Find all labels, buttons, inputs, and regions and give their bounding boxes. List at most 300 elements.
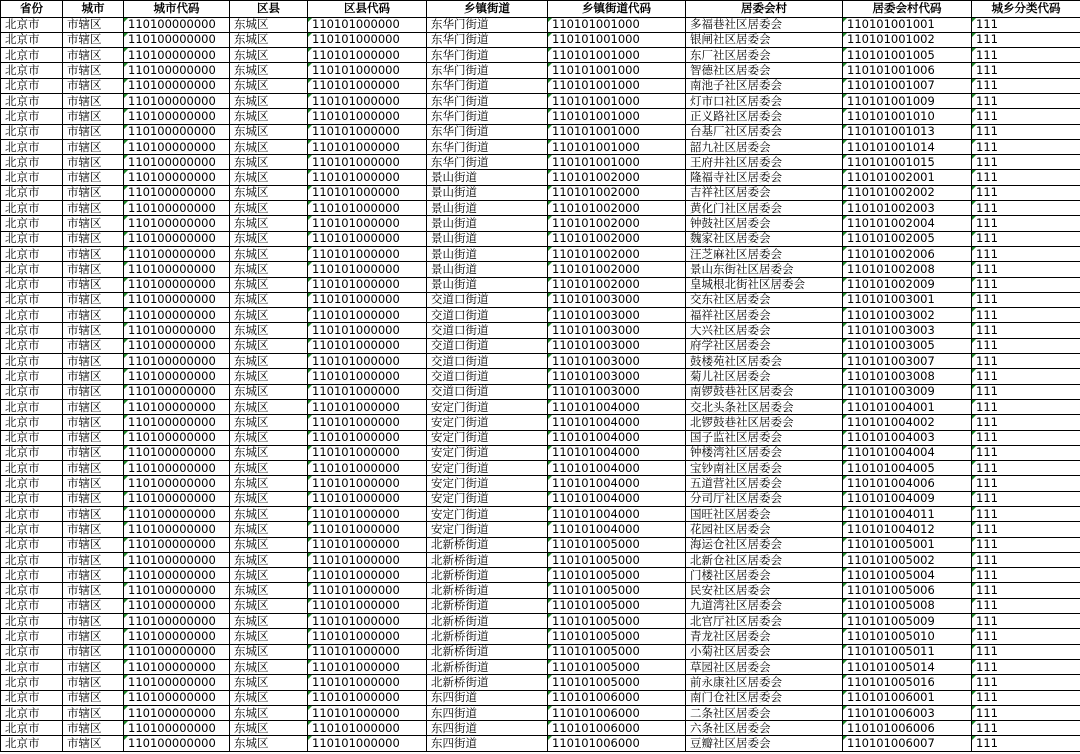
cell-city[interactable]: 市辖区: [63, 568, 124, 583]
cell-province[interactable]: 北京市: [1, 491, 63, 506]
cell-city[interactable]: 市辖区: [63, 262, 124, 277]
cell-province[interactable]: 北京市: [1, 292, 63, 307]
cell-town-code[interactable]: 110101002000: [548, 216, 686, 231]
cell-city[interactable]: 市辖区: [63, 430, 124, 445]
cell-district[interactable]: 东城区: [230, 690, 308, 705]
cell-district-code[interactable]: 110101000000: [308, 614, 427, 629]
cell-community[interactable]: 分司厅社区居委会: [686, 491, 843, 506]
cell-city-code[interactable]: 110100000000: [124, 537, 230, 552]
cell-community-code[interactable]: 110101001002: [843, 32, 972, 47]
cell-town-code[interactable]: 110101002000: [548, 277, 686, 292]
cell-district-code[interactable]: 110101000000: [308, 705, 427, 720]
cell-province[interactable]: 北京市: [1, 399, 63, 414]
cell-town[interactable]: 交道口街道: [427, 323, 548, 338]
cell-city-code[interactable]: 110100000000: [124, 415, 230, 430]
cell-community-code[interactable]: 110101002006: [843, 246, 972, 261]
cell-town[interactable]: 东四街道: [427, 736, 548, 751]
cell-district-code[interactable]: 110101000000: [308, 308, 427, 323]
cell-community[interactable]: 青龙社区居委会: [686, 629, 843, 644]
cell-community[interactable]: 多福巷社区居委会: [686, 17, 843, 32]
cell-community[interactable]: 五道营社区居委会: [686, 476, 843, 491]
cell-city[interactable]: 市辖区: [63, 246, 124, 261]
cell-city-code[interactable]: 110100000000: [124, 216, 230, 231]
cell-district[interactable]: 东城区: [230, 48, 308, 63]
cell-district[interactable]: 东城区: [230, 231, 308, 246]
cell-community[interactable]: 黄化门社区居委会: [686, 201, 843, 216]
cell-town[interactable]: 安定门街道: [427, 399, 548, 414]
cell-district[interactable]: 东城区: [230, 644, 308, 659]
cell-district-code[interactable]: 110101000000: [308, 201, 427, 216]
cell-town-code[interactable]: 110101001000: [548, 155, 686, 170]
cell-urban-rural-code[interactable]: 111: [972, 262, 1080, 277]
cell-province[interactable]: 北京市: [1, 614, 63, 629]
header-community[interactable]: 居委会村: [686, 1, 843, 18]
cell-urban-rural-code[interactable]: 111: [972, 216, 1080, 231]
cell-town-code[interactable]: 110101001000: [548, 78, 686, 93]
cell-community-code[interactable]: 110101001014: [843, 139, 972, 154]
cell-city-code[interactable]: 110100000000: [124, 644, 230, 659]
cell-city[interactable]: 市辖区: [63, 48, 124, 63]
cell-city[interactable]: 市辖区: [63, 705, 124, 720]
cell-town-code[interactable]: 110101002000: [548, 170, 686, 185]
cell-city-code[interactable]: 110100000000: [124, 568, 230, 583]
cell-community-code[interactable]: 110101003007: [843, 354, 972, 369]
cell-town-code[interactable]: 110101005000: [548, 537, 686, 552]
cell-urban-rural-code[interactable]: 111: [972, 476, 1080, 491]
cell-community[interactable]: 小菊社区居委会: [686, 644, 843, 659]
cell-city[interactable]: 市辖区: [63, 675, 124, 690]
cell-city[interactable]: 市辖区: [63, 629, 124, 644]
cell-province[interactable]: 北京市: [1, 705, 63, 720]
cell-community[interactable]: 隆福寺社区居委会: [686, 170, 843, 185]
cell-urban-rural-code[interactable]: 111: [972, 598, 1080, 613]
cell-community[interactable]: 北官厅社区居委会: [686, 614, 843, 629]
cell-community-code[interactable]: 110101001010: [843, 109, 972, 124]
cell-district[interactable]: 东城区: [230, 354, 308, 369]
cell-city-code[interactable]: 110100000000: [124, 246, 230, 261]
cell-urban-rural-code[interactable]: 111: [972, 93, 1080, 108]
cell-district[interactable]: 东城区: [230, 552, 308, 567]
cell-urban-rural-code[interactable]: 111: [972, 32, 1080, 47]
cell-city-code[interactable]: 110100000000: [124, 445, 230, 460]
cell-province[interactable]: 北京市: [1, 507, 63, 522]
cell-district-code[interactable]: 110101000000: [308, 338, 427, 353]
cell-community[interactable]: 皇城根北街社区居委会: [686, 277, 843, 292]
cell-town-code[interactable]: 110101005000: [548, 644, 686, 659]
cell-city-code[interactable]: 110100000000: [124, 308, 230, 323]
cell-urban-rural-code[interactable]: 111: [972, 430, 1080, 445]
cell-town-code[interactable]: 110101001000: [548, 63, 686, 78]
cell-district[interactable]: 东城区: [230, 675, 308, 690]
cell-city-code[interactable]: 110100000000: [124, 185, 230, 200]
cell-province[interactable]: 北京市: [1, 552, 63, 567]
cell-district[interactable]: 东城区: [230, 292, 308, 307]
cell-city-code[interactable]: 110100000000: [124, 78, 230, 93]
cell-city-code[interactable]: 110100000000: [124, 262, 230, 277]
cell-district-code[interactable]: 110101000000: [308, 690, 427, 705]
cell-city[interactable]: 市辖区: [63, 201, 124, 216]
cell-province[interactable]: 北京市: [1, 445, 63, 460]
cell-community[interactable]: 九道湾社区居委会: [686, 598, 843, 613]
cell-city[interactable]: 市辖区: [63, 323, 124, 338]
cell-town[interactable]: 东四街道: [427, 690, 548, 705]
cell-community-code[interactable]: 110101005010: [843, 629, 972, 644]
cell-district-code[interactable]: 110101000000: [308, 78, 427, 93]
cell-city[interactable]: 市辖区: [63, 384, 124, 399]
cell-town[interactable]: 北新桥街道: [427, 568, 548, 583]
cell-urban-rural-code[interactable]: 111: [972, 170, 1080, 185]
cell-community-code[interactable]: 110101005011: [843, 644, 972, 659]
cell-urban-rural-code[interactable]: 111: [972, 124, 1080, 139]
cell-city[interactable]: 市辖区: [63, 721, 124, 736]
cell-province[interactable]: 北京市: [1, 568, 63, 583]
cell-city-code[interactable]: 110100000000: [124, 721, 230, 736]
cell-community-code[interactable]: 110101005008: [843, 598, 972, 613]
cell-town[interactable]: 东华门街道: [427, 109, 548, 124]
cell-town-code[interactable]: 110101002000: [548, 231, 686, 246]
cell-town[interactable]: 景山街道: [427, 201, 548, 216]
cell-district-code[interactable]: 110101000000: [308, 659, 427, 674]
cell-city-code[interactable]: 110100000000: [124, 170, 230, 185]
cell-community-code[interactable]: 110101005014: [843, 659, 972, 674]
cell-city-code[interactable]: 110100000000: [124, 583, 230, 598]
cell-town-code[interactable]: 110101004000: [548, 445, 686, 460]
cell-community-code[interactable]: 110101001005: [843, 48, 972, 63]
cell-district-code[interactable]: 110101000000: [308, 323, 427, 338]
cell-district[interactable]: 东城区: [230, 491, 308, 506]
cell-town[interactable]: 景山街道: [427, 170, 548, 185]
cell-town-code[interactable]: 110101001000: [548, 93, 686, 108]
cell-community-code[interactable]: 110101005016: [843, 675, 972, 690]
cell-town[interactable]: 东四街道: [427, 721, 548, 736]
cell-city[interactable]: 市辖区: [63, 507, 124, 522]
cell-town-code[interactable]: 110101002000: [548, 201, 686, 216]
cell-town-code[interactable]: 110101005000: [548, 583, 686, 598]
cell-province[interactable]: 北京市: [1, 476, 63, 491]
cell-urban-rural-code[interactable]: 111: [972, 721, 1080, 736]
cell-urban-rural-code[interactable]: 111: [972, 568, 1080, 583]
cell-town[interactable]: 景山街道: [427, 262, 548, 277]
cell-town-code[interactable]: 110101005000: [548, 629, 686, 644]
cell-city[interactable]: 市辖区: [63, 369, 124, 384]
cell-town[interactable]: 东华门街道: [427, 63, 548, 78]
cell-urban-rural-code[interactable]: 111: [972, 277, 1080, 292]
cell-province[interactable]: 北京市: [1, 216, 63, 231]
cell-district-code[interactable]: 110101000000: [308, 384, 427, 399]
cell-community-code[interactable]: 110101002004: [843, 216, 972, 231]
cell-city[interactable]: 市辖区: [63, 109, 124, 124]
cell-community[interactable]: 海运仓社区居委会: [686, 537, 843, 552]
cell-urban-rural-code[interactable]: 111: [972, 659, 1080, 674]
cell-town[interactable]: 安定门街道: [427, 491, 548, 506]
header-town-code[interactable]: 乡镇街道代码: [548, 1, 686, 18]
cell-district[interactable]: 东城区: [230, 736, 308, 751]
cell-city[interactable]: 市辖区: [63, 63, 124, 78]
cell-town-code[interactable]: 110101003000: [548, 323, 686, 338]
cell-community[interactable]: 六条社区居委会: [686, 721, 843, 736]
cell-city[interactable]: 市辖区: [63, 476, 124, 491]
cell-town-code[interactable]: 110101003000: [548, 308, 686, 323]
cell-town[interactable]: 北新桥街道: [427, 537, 548, 552]
cell-town-code[interactable]: 110101006000: [548, 705, 686, 720]
cell-province[interactable]: 北京市: [1, 644, 63, 659]
cell-town-code[interactable]: 110101006000: [548, 721, 686, 736]
cell-city[interactable]: 市辖区: [63, 522, 124, 537]
cell-town-code[interactable]: 110101004000: [548, 461, 686, 476]
cell-community[interactable]: 正义路社区居委会: [686, 109, 843, 124]
cell-community-code[interactable]: 110101001007: [843, 78, 972, 93]
cell-urban-rural-code[interactable]: 111: [972, 507, 1080, 522]
cell-urban-rural-code[interactable]: 111: [972, 384, 1080, 399]
cell-city[interactable]: 市辖区: [63, 736, 124, 751]
cell-community-code[interactable]: 110101003002: [843, 308, 972, 323]
cell-town-code[interactable]: 110101003000: [548, 369, 686, 384]
cell-community[interactable]: 魏家社区居委会: [686, 231, 843, 246]
cell-city-code[interactable]: 110100000000: [124, 48, 230, 63]
cell-town-code[interactable]: 110101002000: [548, 185, 686, 200]
cell-province[interactable]: 北京市: [1, 170, 63, 185]
cell-province[interactable]: 北京市: [1, 32, 63, 47]
cell-town-code[interactable]: 110101004000: [548, 399, 686, 414]
cell-community-code[interactable]: 110101002002: [843, 185, 972, 200]
cell-community[interactable]: 台基厂社区居委会: [686, 124, 843, 139]
cell-city-code[interactable]: 110100000000: [124, 17, 230, 32]
cell-city[interactable]: 市辖区: [63, 277, 124, 292]
cell-province[interactable]: 北京市: [1, 461, 63, 476]
cell-town[interactable]: 安定门街道: [427, 522, 548, 537]
cell-province[interactable]: 北京市: [1, 598, 63, 613]
cell-town[interactable]: 交道口街道: [427, 292, 548, 307]
cell-community-code[interactable]: 110101005004: [843, 568, 972, 583]
cell-province[interactable]: 北京市: [1, 246, 63, 261]
cell-district-code[interactable]: 110101000000: [308, 155, 427, 170]
cell-urban-rural-code[interactable]: 111: [972, 736, 1080, 751]
cell-town-code[interactable]: 110101004000: [548, 415, 686, 430]
cell-town[interactable]: 交道口街道: [427, 308, 548, 323]
cell-town-code[interactable]: 110101005000: [548, 675, 686, 690]
cell-town[interactable]: 景山街道: [427, 231, 548, 246]
cell-town-code[interactable]: 110101001000: [548, 124, 686, 139]
cell-city[interactable]: 市辖区: [63, 139, 124, 154]
cell-district[interactable]: 东城区: [230, 461, 308, 476]
cell-community-code[interactable]: 110101005002: [843, 552, 972, 567]
cell-town[interactable]: 安定门街道: [427, 430, 548, 445]
cell-urban-rural-code[interactable]: 111: [972, 323, 1080, 338]
cell-community[interactable]: 景山东街社区居委会: [686, 262, 843, 277]
cell-city-code[interactable]: 110100000000: [124, 690, 230, 705]
cell-district-code[interactable]: 110101000000: [308, 445, 427, 460]
cell-district-code[interactable]: 110101000000: [308, 216, 427, 231]
cell-district[interactable]: 东城区: [230, 78, 308, 93]
cell-district[interactable]: 东城区: [230, 201, 308, 216]
cell-city-code[interactable]: 110100000000: [124, 369, 230, 384]
cell-district-code[interactable]: 110101000000: [308, 63, 427, 78]
cell-city[interactable]: 市辖区: [63, 552, 124, 567]
cell-urban-rural-code[interactable]: 111: [972, 246, 1080, 261]
cell-urban-rural-code[interactable]: 111: [972, 491, 1080, 506]
cell-province[interactable]: 北京市: [1, 323, 63, 338]
cell-province[interactable]: 北京市: [1, 201, 63, 216]
cell-province[interactable]: 北京市: [1, 185, 63, 200]
cell-urban-rural-code[interactable]: 111: [972, 17, 1080, 32]
cell-town-code[interactable]: 110101004000: [548, 476, 686, 491]
cell-district[interactable]: 东城区: [230, 384, 308, 399]
cell-town-code[interactable]: 110101001000: [548, 139, 686, 154]
cell-town[interactable]: 交道口街道: [427, 338, 548, 353]
cell-district[interactable]: 东城区: [230, 659, 308, 674]
cell-province[interactable]: 北京市: [1, 415, 63, 430]
cell-district-code[interactable]: 110101000000: [308, 246, 427, 261]
cell-community-code[interactable]: 110101003009: [843, 384, 972, 399]
cell-urban-rural-code[interactable]: 111: [972, 461, 1080, 476]
cell-district-code[interactable]: 110101000000: [308, 170, 427, 185]
cell-community-code[interactable]: 110101001006: [843, 63, 972, 78]
cell-province[interactable]: 北京市: [1, 537, 63, 552]
cell-urban-rural-code[interactable]: 111: [972, 155, 1080, 170]
cell-town-code[interactable]: 110101004000: [548, 507, 686, 522]
cell-community[interactable]: 国旺社区居委会: [686, 507, 843, 522]
cell-community-code[interactable]: 110101002009: [843, 277, 972, 292]
header-district[interactable]: 区县: [230, 1, 308, 18]
cell-district-code[interactable]: 110101000000: [308, 644, 427, 659]
header-district-code[interactable]: 区县代码: [308, 1, 427, 18]
cell-community[interactable]: 府学社区居委会: [686, 338, 843, 353]
cell-district-code[interactable]: 110101000000: [308, 124, 427, 139]
cell-town[interactable]: 东华门街道: [427, 124, 548, 139]
cell-district[interactable]: 东城区: [230, 216, 308, 231]
cell-community-code[interactable]: 110101003008: [843, 369, 972, 384]
cell-urban-rural-code[interactable]: 111: [972, 201, 1080, 216]
cell-community[interactable]: 交北头条社区居委会: [686, 399, 843, 414]
cell-city-code[interactable]: 110100000000: [124, 705, 230, 720]
cell-district[interactable]: 东城区: [230, 629, 308, 644]
cell-district-code[interactable]: 110101000000: [308, 552, 427, 567]
cell-district[interactable]: 东城区: [230, 246, 308, 261]
cell-city-code[interactable]: 110100000000: [124, 93, 230, 108]
cell-district-code[interactable]: 110101000000: [308, 568, 427, 583]
cell-district[interactable]: 东城区: [230, 323, 308, 338]
cell-community-code[interactable]: 110101005001: [843, 537, 972, 552]
cell-city[interactable]: 市辖区: [63, 17, 124, 32]
cell-urban-rural-code[interactable]: 111: [972, 705, 1080, 720]
cell-urban-rural-code[interactable]: 111: [972, 445, 1080, 460]
cell-community[interactable]: 钟楼湾社区居委会: [686, 445, 843, 460]
cell-town[interactable]: 景山街道: [427, 185, 548, 200]
cell-district-code[interactable]: 110101000000: [308, 48, 427, 63]
cell-town-code[interactable]: 110101005000: [548, 598, 686, 613]
cell-city-code[interactable]: 110100000000: [124, 139, 230, 154]
cell-district-code[interactable]: 110101000000: [308, 675, 427, 690]
cell-town[interactable]: 东华门街道: [427, 78, 548, 93]
cell-district[interactable]: 东城区: [230, 369, 308, 384]
cell-town[interactable]: 景山街道: [427, 246, 548, 261]
cell-town[interactable]: 交道口街道: [427, 354, 548, 369]
cell-district[interactable]: 东城区: [230, 124, 308, 139]
cell-district-code[interactable]: 110101000000: [308, 598, 427, 613]
cell-city[interactable]: 市辖区: [63, 292, 124, 307]
cell-district-code[interactable]: 110101000000: [308, 736, 427, 751]
cell-town[interactable]: 东华门街道: [427, 17, 548, 32]
cell-district[interactable]: 东城区: [230, 583, 308, 598]
cell-community-code[interactable]: 110101001015: [843, 155, 972, 170]
cell-community-code[interactable]: 110101004002: [843, 415, 972, 430]
cell-urban-rural-code[interactable]: 111: [972, 48, 1080, 63]
cell-community[interactable]: 智德社区居委会: [686, 63, 843, 78]
cell-district[interactable]: 东城区: [230, 308, 308, 323]
cell-town-code[interactable]: 110101003000: [548, 338, 686, 353]
header-urban-rural-code[interactable]: 城乡分类代码: [972, 1, 1080, 18]
cell-district-code[interactable]: 110101000000: [308, 354, 427, 369]
cell-district[interactable]: 东城区: [230, 155, 308, 170]
cell-town[interactable]: 东华门街道: [427, 139, 548, 154]
cell-community[interactable]: 钟鼓社区居委会: [686, 216, 843, 231]
cell-city-code[interactable]: 110100000000: [124, 124, 230, 139]
cell-district[interactable]: 东城区: [230, 185, 308, 200]
cell-district-code[interactable]: 110101000000: [308, 476, 427, 491]
cell-city[interactable]: 市辖区: [63, 598, 124, 613]
cell-community[interactable]: 豆瓣社区居委会: [686, 736, 843, 751]
cell-district-code[interactable]: 110101000000: [308, 139, 427, 154]
cell-city-code[interactable]: 110100000000: [124, 155, 230, 170]
cell-city-code[interactable]: 110100000000: [124, 736, 230, 751]
cell-district-code[interactable]: 110101000000: [308, 262, 427, 277]
cell-community[interactable]: 菊儿社区居委会: [686, 369, 843, 384]
cell-community[interactable]: 北锣鼓巷社区居委会: [686, 415, 843, 430]
cell-town[interactable]: 东华门街道: [427, 48, 548, 63]
cell-urban-rural-code[interactable]: 111: [972, 185, 1080, 200]
cell-town[interactable]: 北新桥街道: [427, 598, 548, 613]
header-city-code[interactable]: 城市代码: [124, 1, 230, 18]
cell-town-code[interactable]: 110101001000: [548, 109, 686, 124]
cell-city[interactable]: 市辖区: [63, 155, 124, 170]
cell-province[interactable]: 北京市: [1, 109, 63, 124]
cell-district-code[interactable]: 110101000000: [308, 721, 427, 736]
cell-city-code[interactable]: 110100000000: [124, 598, 230, 613]
cell-province[interactable]: 北京市: [1, 369, 63, 384]
cell-community[interactable]: 汪芝麻社区居委会: [686, 246, 843, 261]
cell-community[interactable]: 福祥社区居委会: [686, 308, 843, 323]
cell-district[interactable]: 东城区: [230, 568, 308, 583]
cell-urban-rural-code[interactable]: 111: [972, 629, 1080, 644]
header-province[interactable]: 省份: [1, 1, 63, 18]
cell-city[interactable]: 市辖区: [63, 170, 124, 185]
cell-city-code[interactable]: 110100000000: [124, 399, 230, 414]
cell-town[interactable]: 安定门街道: [427, 476, 548, 491]
cell-town[interactable]: 景山街道: [427, 216, 548, 231]
cell-community-code[interactable]: 110101002005: [843, 231, 972, 246]
cell-city-code[interactable]: 110100000000: [124, 201, 230, 216]
cell-town[interactable]: 北新桥街道: [427, 659, 548, 674]
cell-town-code[interactable]: 110101005000: [548, 568, 686, 583]
cell-province[interactable]: 北京市: [1, 659, 63, 674]
cell-province[interactable]: 北京市: [1, 583, 63, 598]
cell-province[interactable]: 北京市: [1, 354, 63, 369]
cell-urban-rural-code[interactable]: 111: [972, 583, 1080, 598]
cell-city-code[interactable]: 110100000000: [124, 507, 230, 522]
cell-city-code[interactable]: 110100000000: [124, 675, 230, 690]
cell-urban-rural-code[interactable]: 111: [972, 552, 1080, 567]
cell-district[interactable]: 东城区: [230, 430, 308, 445]
cell-district-code[interactable]: 110101000000: [308, 231, 427, 246]
header-community-code[interactable]: 居委会村代码: [843, 1, 972, 18]
cell-city-code[interactable]: 110100000000: [124, 109, 230, 124]
cell-community[interactable]: 花园社区居委会: [686, 522, 843, 537]
cell-urban-rural-code[interactable]: 111: [972, 292, 1080, 307]
cell-district[interactable]: 东城区: [230, 17, 308, 32]
cell-district[interactable]: 东城区: [230, 32, 308, 47]
cell-city[interactable]: 市辖区: [63, 399, 124, 414]
cell-community-code[interactable]: 110101001009: [843, 93, 972, 108]
